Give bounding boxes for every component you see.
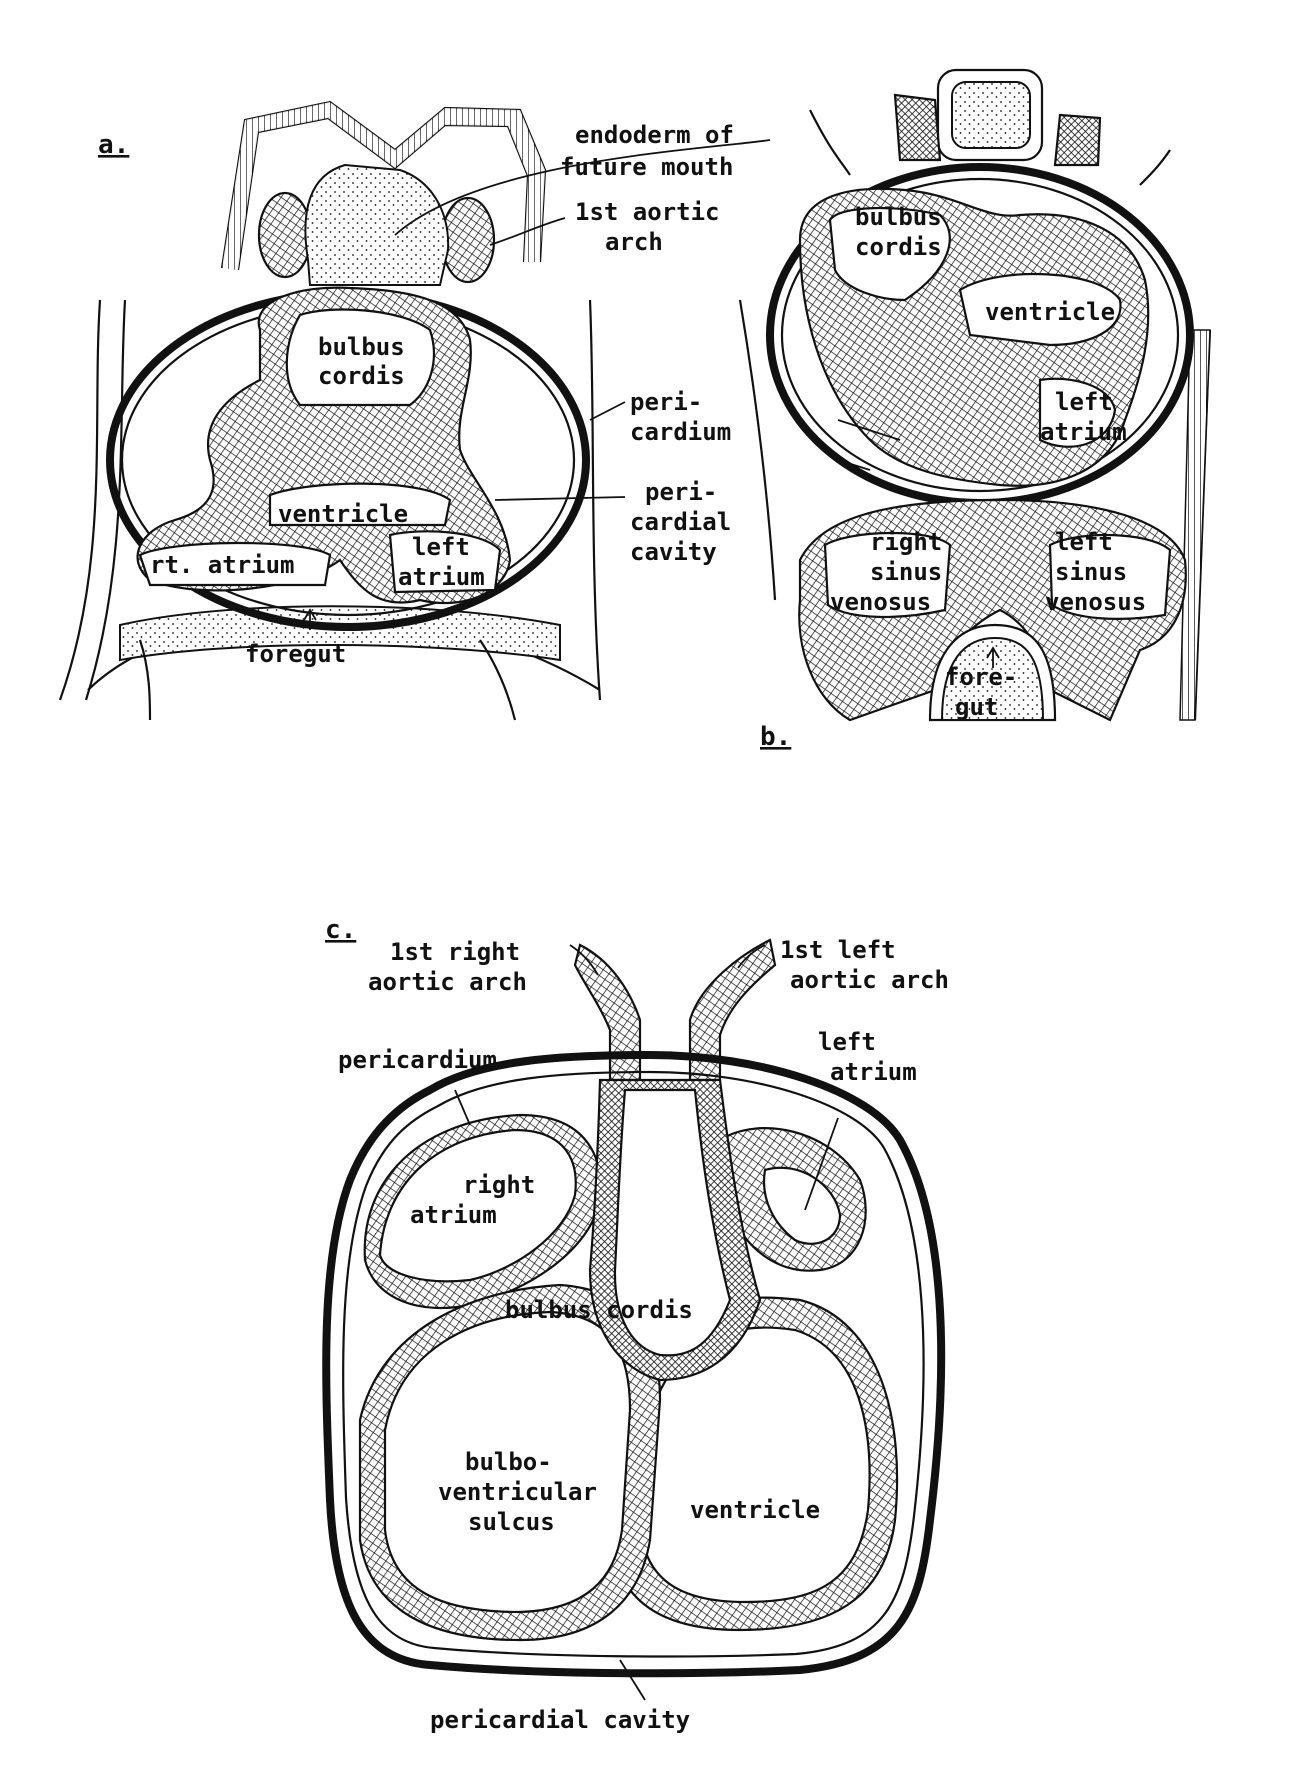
panel-a-pericardial-cavity-label-line2: cardial <box>630 508 732 536</box>
panel-b-left-sinus-label-line2: sinus <box>1055 558 1128 586</box>
panel-c-right-arch-label-line1: 1st right <box>390 938 521 966</box>
panel-c-pericardial-cavity-label: pericardial cavity <box>430 1706 691 1734</box>
panel-a-pericardial-cavity-leader <box>495 497 625 500</box>
panel-b-left-atrium-label-line2: atrium <box>1040 418 1127 446</box>
panel-a-left-atrium-label-line2: atrium <box>398 563 485 591</box>
panel-a-bulbus-label-line2: cordis <box>318 362 405 390</box>
panel-b-left-sinus-label-line1: left <box>1055 528 1113 556</box>
panel-a-body-wall-left <box>60 300 100 700</box>
panel-c-right-atrium-label-line1: right <box>463 1171 536 1199</box>
panel-b-arch-left <box>895 95 940 160</box>
panel-a-pericardium-label-line1: peri- <box>630 388 703 416</box>
panel-c-sulcus-label-line3: sulcus <box>468 1508 555 1536</box>
panel-a-left-atrium-label-line1: left <box>412 533 470 561</box>
panel-b-vessel-1 <box>810 110 850 175</box>
panel-b-bulbus-label-line1: bulbus <box>855 203 942 231</box>
panel-c-sulcus-label-line2: ventricular <box>438 1478 597 1506</box>
panel-b <box>740 70 1210 752</box>
panel-a-foregut-label: foregut <box>245 640 347 668</box>
endoderm-label-line2: future mouth <box>560 153 734 181</box>
panel-b-vessel-2 <box>1140 150 1170 185</box>
panel-c-left-atrium-label-line2: atrium <box>830 1058 917 1086</box>
panel-c-pericardium-label: pericardium <box>338 1046 497 1074</box>
panel-c <box>325 915 949 1734</box>
panel-a-pericardial-cavity-label-line1: peri- <box>645 478 718 506</box>
panel-b-foregut-label-line2: gut <box>955 693 999 721</box>
panel-c-bulbus-cordis-label: bulbus cordis <box>505 1296 693 1324</box>
panel-c-sulcus-label-line1: bulbo- <box>465 1448 552 1476</box>
panel-b-mouth-endoderm <box>952 82 1030 148</box>
panel-b-right-sinus-label-line2: sinus <box>870 558 943 586</box>
panel-b-ventricle-label: ventricle <box>985 298 1116 326</box>
panel-a-rt-atrium-label: rt. atrium <box>150 551 295 579</box>
panel-c-right-atrium-label-line2: atrium <box>410 1201 497 1229</box>
panel-b-body-wall-right-band <box>1180 330 1210 720</box>
panel-c-left-atrium-label-line1: left <box>818 1028 876 1056</box>
panel-b-left-atrium-label-line1: left <box>1055 388 1113 416</box>
panel-c-left-arch-label-line2: aortic arch <box>790 966 949 994</box>
panel-b-label: b. <box>760 722 792 752</box>
panel-b-left-sinus-label-line3: venosus <box>1045 588 1147 616</box>
panel-a-ventricle-label: ventricle <box>278 500 409 528</box>
panel-a-aortic-arch-left-shape <box>259 193 311 277</box>
panel-a-bulbus-label-line1: bulbus <box>318 333 405 361</box>
panel-a-pericardium-leader <box>590 402 625 420</box>
aortic-arch-label-line2: arch <box>605 228 663 256</box>
panel-c-right-arch-label-line2: aortic arch <box>368 968 527 996</box>
panel-a-aortic-arch-right-shape <box>442 198 494 282</box>
panel-b-foregut-label-line1: fore- <box>945 663 1018 691</box>
panel-a-body-wall-right <box>590 300 600 700</box>
panel-a-pericardial-cavity-label-line3: cavity <box>630 538 717 566</box>
panel-a-label: a. <box>98 130 130 160</box>
panel-c-ventricle-label: ventricle <box>690 1496 821 1524</box>
panel-a <box>60 102 770 720</box>
panel-c-pericardial-cavity-leader <box>620 1660 645 1700</box>
aortic-arch-label-line1: 1st aortic <box>575 198 720 226</box>
panel-b-right-sinus-label-line3: venosus <box>830 588 932 616</box>
panel-a-pericardium-label-line2: cardium <box>630 418 732 446</box>
panel-b-arch-right <box>1055 115 1100 165</box>
panel-a-endoderm-shape <box>305 165 448 285</box>
panel-b-right-sinus-label-line1: right <box>870 528 943 556</box>
panel-c-label: c. <box>325 915 357 945</box>
panel-c-left-arch-label-line1: 1st left <box>780 936 896 964</box>
panel-b-bulbus-label-line2: cordis <box>855 233 942 261</box>
endoderm-label-line1: endoderm of <box>575 121 734 149</box>
